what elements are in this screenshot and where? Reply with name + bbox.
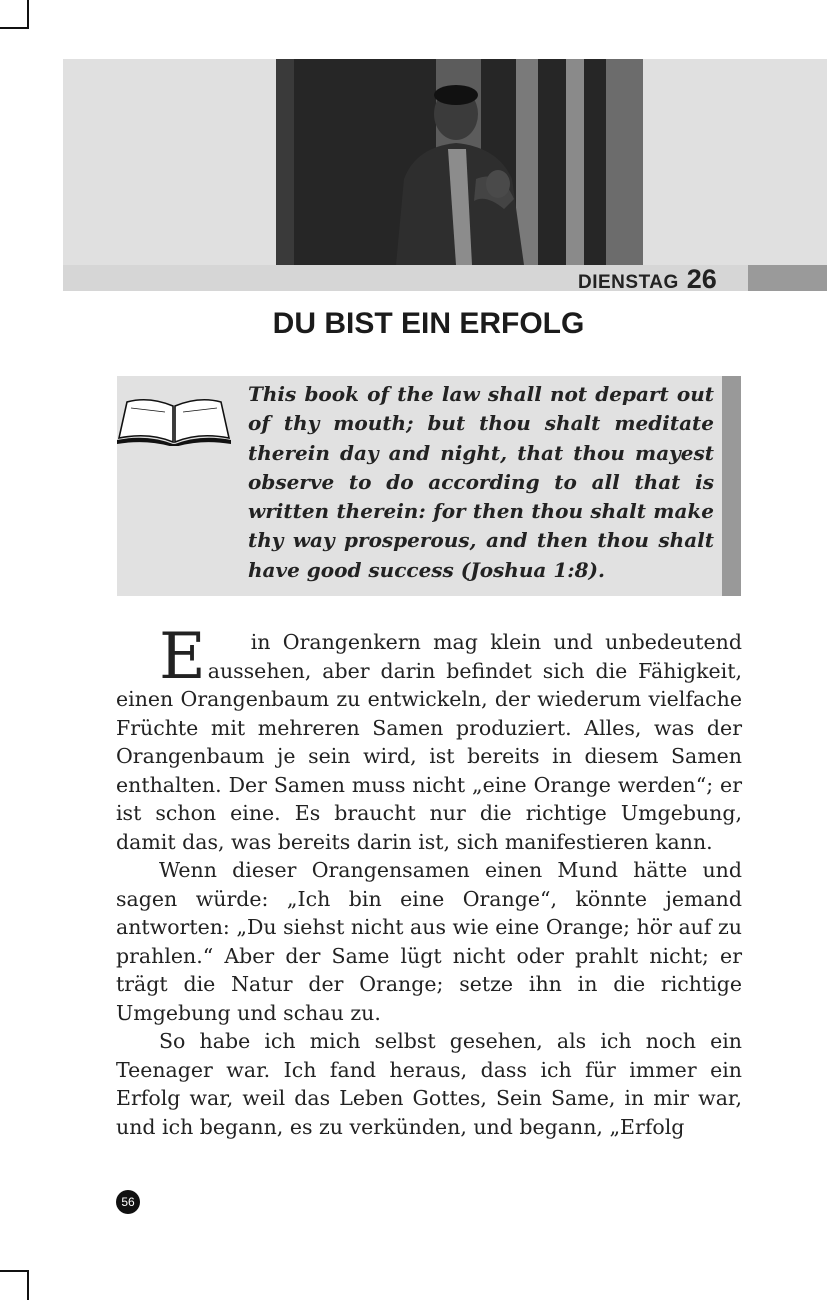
day-name: DIENSTAG	[578, 272, 679, 293]
crop-mark-bottom-horizontal	[0, 1270, 28, 1272]
day-label	[578, 264, 717, 294]
paragraph-3: So habe ich mich selbst gesehen, als ich noch ein Teenager war. Ich fand heraus, dass ich für immer ein Erfolg war, weil das Leben Gottes, Sein Same, in mir war, und ich begann, es zu verkünden, und begann, „Erfolg	[116, 1029, 742, 1139]
header-accent-tab	[748, 265, 827, 291]
day-number: 26	[686, 264, 717, 294]
crop-mark-bottom-vertical	[27, 1270, 29, 1300]
page-title: DU BIST EIN ERFOLG	[272, 307, 585, 340]
open-book-icon	[117, 394, 231, 450]
paragraph-1-text: in Orangenkern mag klein und unbedeutend aussehen, aber darin befindet sich die Fähigkeit, einen Orangenbaum zu entwickeln, der wiederum vielfache Früchte mit mehreren Samen produziert. Alles, was der Orangenbaum je sein wird, ist bereits in diesem Samen enthalten. Der Samen muss nicht „eine Orange werden“; er ist schon eine. Es braucht nur die richtige Umgebung, damit das, was bereits darin ist, sich manifestieren kann.	[116, 630, 742, 854]
paragraph-2: Wenn dieser Orangensamen einen Mund hätte und sagen würde: „Ich bin eine Orange“, könnte jemand antworten: „Du siehst nicht aus wie eine Orange; hör auf zu prahlen.“ Aber der Same lügt nicht oder prahlt nicht; er trägt die Natur der Orange; setze ihn in die richtige Umgebung und schau zu.	[116, 858, 742, 1025]
verse-accent-bar	[722, 376, 741, 596]
crop-mark-top-horizontal	[0, 27, 28, 29]
verse-box	[117, 376, 741, 596]
paragraph-1	[116, 620, 742, 856]
body-text	[116, 620, 742, 1141]
drop-cap: E	[159, 620, 206, 694]
page-number: 56	[116, 1190, 140, 1214]
header-photo	[276, 59, 643, 265]
verse-text: This book of the law shall not depart out of thy mouth; but thou shalt meditate therein day and night, that thou mayest observe to do according to all that is written therein: for then thou shalt make thy way prosperous, and then thou shalt have good success (Joshua 1:8).	[248, 382, 714, 582]
crop-mark-top-vertical	[27, 0, 29, 29]
